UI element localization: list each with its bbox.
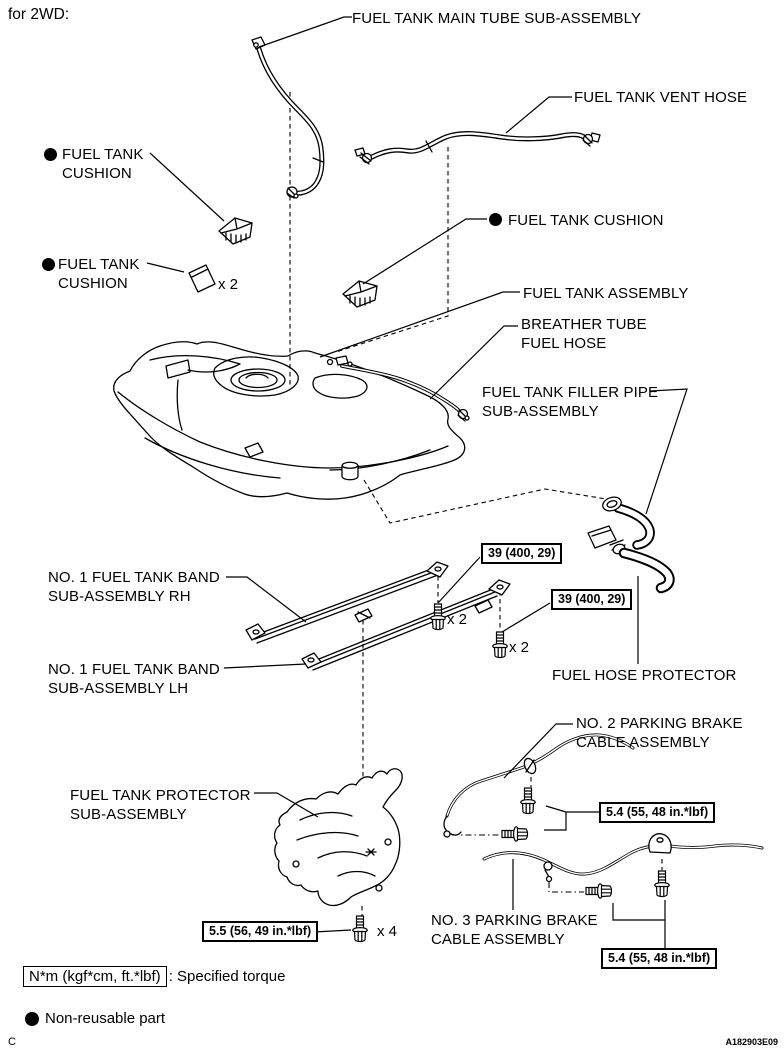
label-fuel-tank-vent-hose: FUEL TANK VENT HOSE <box>574 89 748 106</box>
non-reusable-legend <box>25 1010 165 1027</box>
label-filler-pipe: FUEL TANK FILLER PIPE SUB-ASSEMBLY <box>482 384 659 420</box>
figure-code: A182903E09 <box>725 1037 778 1047</box>
non-reusable-bullet-icon <box>489 213 502 226</box>
label-breather-tube: BREATHER TUBE FUEL HOSE <box>521 316 647 352</box>
fuel-tank-cushion-part-2 <box>189 265 215 292</box>
label-band-lh: NO. 1 FUEL TANK BAND SUB-ASSEMBLY LH <box>48 661 220 697</box>
brake3-bolt-d <box>655 871 669 897</box>
non-reusable-bullet-icon <box>25 1012 39 1026</box>
label-fuel-hose-protector: FUEL HOSE PROTECTOR <box>552 667 737 684</box>
label-tank-protector: FUEL TANK PROTECTOR SUB-ASSEMBLY <box>70 787 251 823</box>
non-reusable-legend-text: Non-reusable part <box>45 1010 166 1027</box>
label-fuel-tank-cushion-3: FUEL TANK CUSHION <box>508 212 664 229</box>
dashed-line-filler <box>364 480 606 523</box>
label-fuel-tank-main-tube: FUEL TANK MAIN TUBE SUB-ASSEMBLY <box>352 10 642 27</box>
band-lh-drawing <box>302 580 510 670</box>
torque-legend-desc: : Specified torque <box>168 968 286 985</box>
band-bolt-1 <box>431 604 445 630</box>
band-rear-quantity: x 2 <box>509 639 530 656</box>
brake2-bolt-a <box>521 788 535 814</box>
torque-callout-band-rear: 39 (400, 29) <box>551 589 632 610</box>
label-fuel-tank-cushion-2: FUEL TANK CUSHION <box>58 256 140 292</box>
non-reusable-bullet-icon <box>44 148 57 161</box>
protector-quantity: x 4 <box>377 923 398 940</box>
fuel-hose-protector-drawing <box>588 526 669 588</box>
dashed-line-vent-hose <box>336 147 448 352</box>
label-fuel-tank-assembly: FUEL TANK ASSEMBLY <box>523 285 689 302</box>
tank-protector-drawing <box>275 769 403 906</box>
main-tube-drawing <box>252 37 323 198</box>
torque-legend-box: N*m (kgf*cm, ft.*lbf) <box>23 966 167 987</box>
non-reusable-bullet-icon <box>42 258 55 271</box>
label-fuel-tank-cushion-1: FUEL TANK CUSHION <box>62 146 144 182</box>
vent-hose-drawing <box>355 133 600 164</box>
label-brake-cable-2: NO. 2 PARKING BRAKE CABLE ASSEMBLY <box>576 715 743 751</box>
torque-callout-brake2: 5.4 (55, 48 in.*lbf) <box>599 802 715 823</box>
variant-label: for 2WD: <box>8 6 70 23</box>
fuel-tank-cushion-part-3 <box>343 281 377 307</box>
fuel-tank-drawing <box>114 342 465 499</box>
torque-callout-band-front: 39 (400, 29) <box>481 543 562 564</box>
torque-callout-protector: 5.5 (56, 49 in.*lbf) <box>202 921 318 942</box>
label-band-rh: NO. 1 FUEL TANK BAND SUB-ASSEMBLY RH <box>48 569 220 605</box>
band-front-quantity: x 2 <box>447 611 468 628</box>
page-corner-marker: C <box>8 1036 16 1048</box>
torque-legend <box>23 966 285 987</box>
fuel-tank-cushion-part-1 <box>219 218 252 244</box>
cushion-2-quantity: x 2 <box>218 276 239 293</box>
brake2-bolt-b <box>502 827 528 841</box>
band-rh-drawing <box>246 562 448 643</box>
label-brake-cable-3: NO. 3 PARKING BRAKE CABLE ASSEMBLY <box>431 912 598 948</box>
protector-bolt <box>353 916 367 942</box>
brake-cable-3-drawing <box>484 834 762 892</box>
brake3-bolt-c <box>586 884 612 898</box>
torque-callout-brake3: 5.4 (55, 48 in.*lbf) <box>601 948 717 969</box>
band-bolt-2 <box>493 632 507 658</box>
